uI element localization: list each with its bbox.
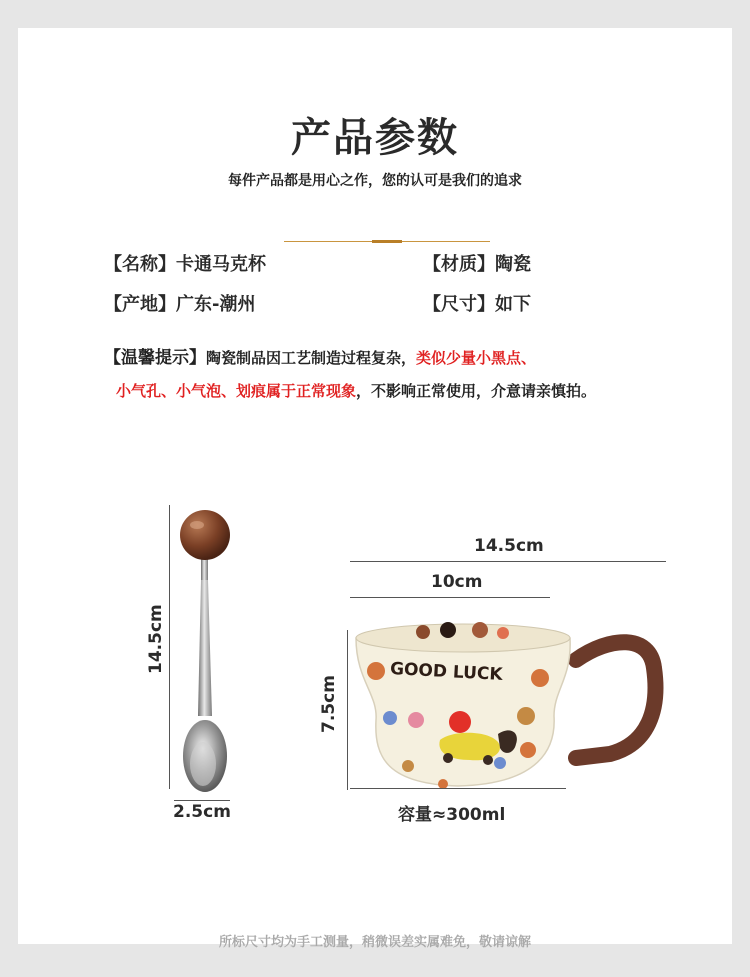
product-parameter-card: [18, 28, 732, 950]
mug-height-label: 7.5cm: [319, 675, 339, 733]
spoon-image: [170, 506, 240, 796]
spec-name: 【名称】卡通马克杯: [104, 254, 266, 275]
mug-total-width-label: 14.5cm: [474, 536, 544, 556]
notice-line-1: [104, 343, 536, 368]
page-subtitle: 每件产品都是用心之作，您的认可是我们的追求: [228, 173, 522, 189]
spoon-length-label: 14.5cm: [146, 604, 166, 674]
spec-size: 【尺寸】如下: [423, 294, 531, 315]
mug-capacity-label: 容量≈300ml: [398, 805, 506, 825]
notice-line-2: [116, 380, 596, 401]
spec-material: 【材质】陶瓷: [423, 254, 531, 275]
mug-base-line: [350, 788, 566, 789]
page-title: 产品参数: [291, 115, 459, 161]
mug-print-text: GOOD LUCK: [389, 659, 504, 685]
mug-diameter-dimension-line: [350, 597, 550, 598]
notice-text-1: 陶瓷制品因工艺制造过程复杂，: [206, 349, 417, 367]
spoon-width-label: 2.5cm: [173, 802, 231, 822]
spec-origin: 【产地】广东-潮州: [104, 294, 256, 315]
notice-red-2: 小气孔、小气泡、划痕属于正常现象: [116, 382, 357, 400]
mug-image: [348, 608, 678, 798]
notice-red-1: 类似少量小黑点、: [416, 349, 537, 367]
notice-text-2: ，不影响正常使用，介意请亲慎拍。: [356, 382, 597, 400]
title-divider-accent: [372, 240, 402, 243]
mug-diameter-label: 10cm: [431, 572, 483, 592]
spoon-width-dimension-line: [174, 800, 230, 801]
notice-label: 【温馨提示】: [104, 348, 206, 368]
footer-note: 所标尺寸均为手工测量，稍微误差实属难免，敬请谅解: [218, 935, 531, 950]
mug-total-width-dimension-line: [350, 561, 666, 562]
